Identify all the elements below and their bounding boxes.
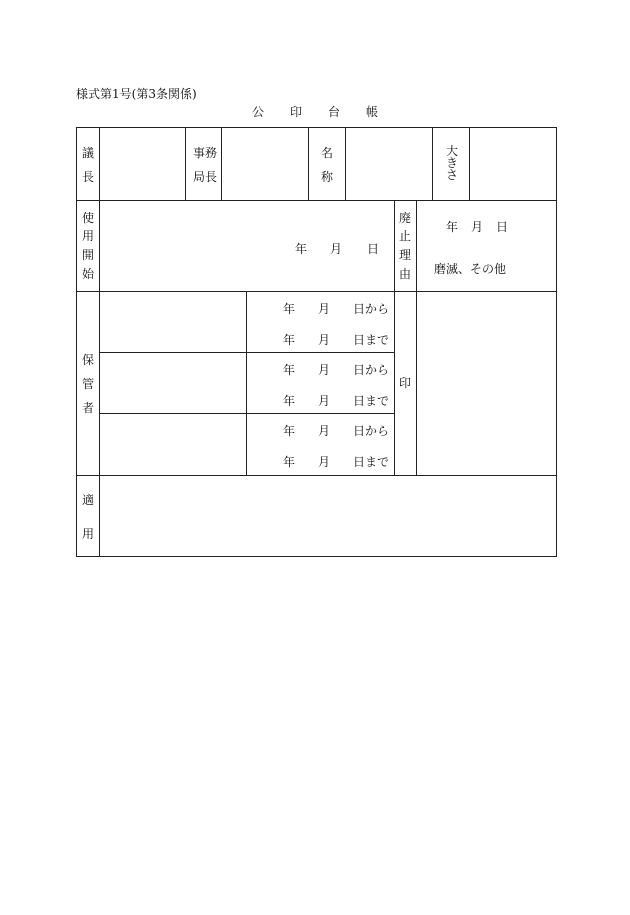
secretary-general-label: 局長	[193, 170, 218, 184]
secretary-general-label: 事務	[193, 146, 218, 160]
abolition-reason-label: 止	[399, 229, 412, 243]
seal-size-label: 大	[446, 144, 459, 158]
usage-start-label: 始	[82, 267, 95, 281]
seal-size-label: き	[446, 156, 459, 170]
custodian-label: 管	[82, 377, 95, 391]
remarks-label: 用	[82, 527, 95, 541]
usage-start-label: 開	[82, 248, 95, 262]
remarks-label: 適	[82, 493, 95, 507]
chairman-label: 長	[82, 170, 95, 184]
custodian-label: 保	[82, 353, 95, 367]
chairman-label: 議	[82, 146, 95, 160]
seal-name-label: 称	[321, 170, 334, 184]
abolition-reason-text: 磨滅、その他	[434, 262, 507, 276]
custodian-label: 者	[82, 401, 95, 415]
abolition-reason-label: 廃	[399, 211, 412, 225]
seal-name-label: 名	[321, 146, 334, 160]
form-number-label: 様式第1号(第3条関係)	[76, 87, 197, 101]
usage-start-label: 用	[82, 229, 95, 243]
custodian-seal-label: 印	[399, 376, 412, 390]
abolition-reason-label: 由	[399, 267, 412, 281]
seal-size-label: さ	[446, 168, 459, 182]
abolition-reason-label: 理	[399, 248, 412, 262]
form-title: 公印台帳	[251, 105, 404, 119]
usage-start-label: 使	[82, 211, 95, 225]
